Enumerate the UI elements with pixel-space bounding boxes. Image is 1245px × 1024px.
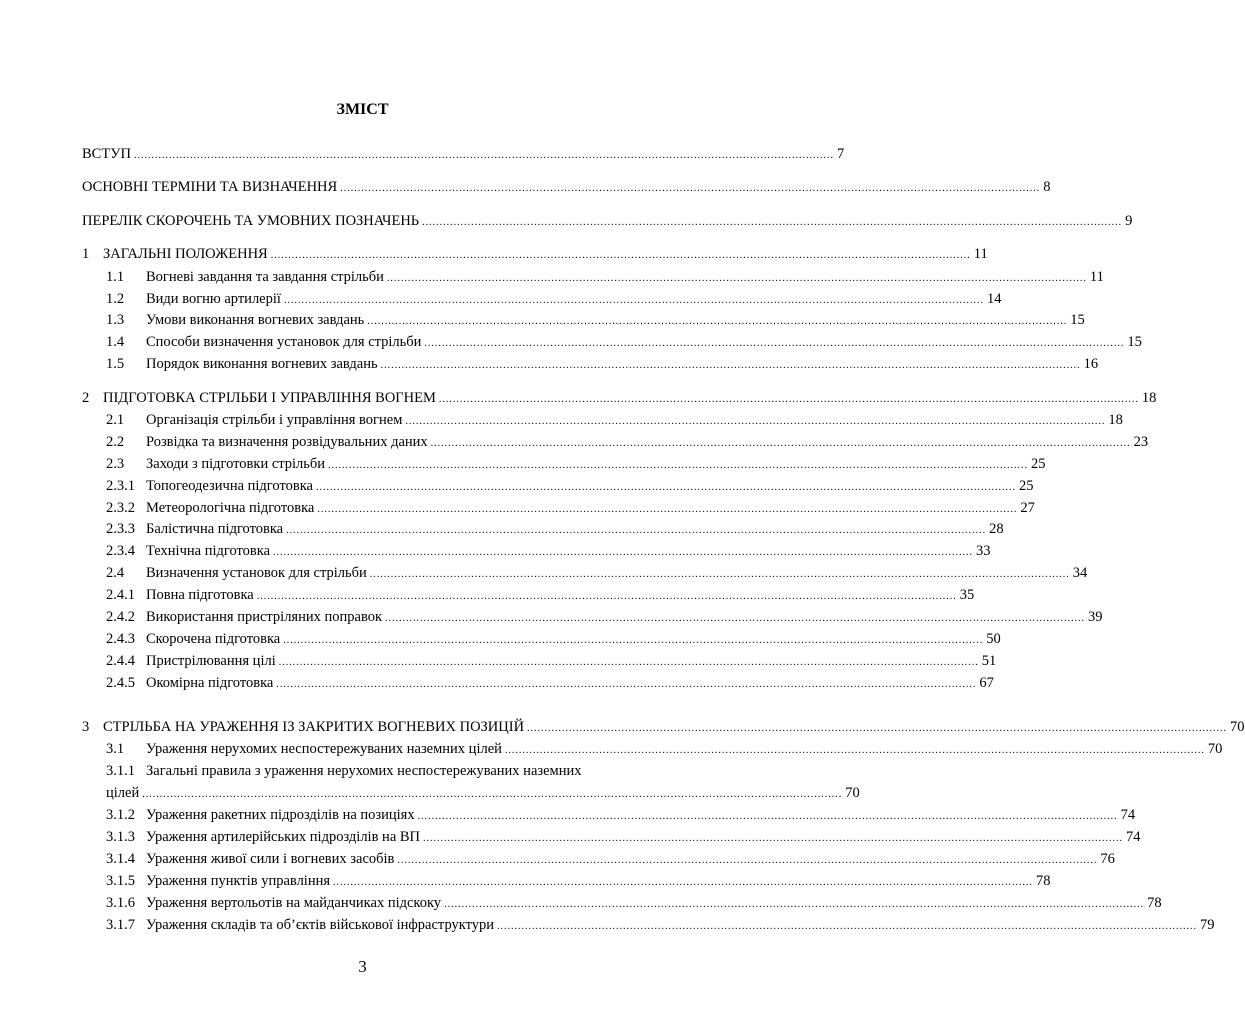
toc-entry bbox=[106, 499, 1035, 519]
toc-leader-dots: ........................................................................................................................................................................................................ bbox=[340, 183, 1041, 194]
toc-number: 2.2 bbox=[106, 434, 125, 450]
toc-entry bbox=[106, 455, 1046, 475]
toc-title[interactable]: Види вогню артилерії bbox=[146, 291, 281, 307]
toc-page-number: 14 bbox=[986, 291, 1002, 307]
toc-page-number: 25 bbox=[1031, 456, 1046, 472]
toc-leader-dots: ........................................................................................................................................................................................................ bbox=[273, 547, 974, 558]
toc-title[interactable]: Умови виконання вогневих завдань bbox=[146, 312, 365, 328]
toc-entry bbox=[106, 652, 997, 672]
toc-title[interactable]: Порядок виконання вогневих завдань bbox=[146, 356, 378, 372]
toc-leader-dots: ........................................................................................................................................................................................................ bbox=[405, 416, 1106, 427]
toc-number: 2.3.2 bbox=[106, 500, 135, 516]
toc-leader-dots: ........................................................................................................................................................................................................ bbox=[424, 338, 1125, 349]
toc-title[interactable]: Скорочена підготовка bbox=[146, 631, 281, 647]
toc-title[interactable]: Ураження нерухомих неспостережуваних наземних цілей bbox=[146, 741, 502, 757]
toc-page-number: 67 bbox=[979, 675, 994, 691]
toc-entry bbox=[106, 828, 1141, 848]
toc-title[interactable]: Ураження артилерійських підрозділів на ВП bbox=[146, 829, 421, 845]
toc-page-number: 78 bbox=[1147, 895, 1162, 911]
toc-number: 3.1.6 bbox=[106, 895, 135, 911]
toc-page-number: 74 bbox=[1120, 807, 1136, 823]
toc-page-number: 9 bbox=[1125, 213, 1133, 229]
toc-number: 1.3 bbox=[106, 312, 125, 328]
toc-title[interactable]: Метеорологічна підготовка bbox=[146, 500, 315, 516]
toc-leader-dots: ........................................................................................................................................................................................................ bbox=[369, 569, 1070, 580]
toc-leader-dots: ........................................................................................................................................................................................................ bbox=[444, 899, 1145, 910]
toc-number: 3.1.1 bbox=[106, 763, 135, 779]
toc-entry bbox=[106, 608, 1103, 628]
toc-title[interactable]: Способи визначення установок для стрільби bbox=[146, 334, 422, 350]
toc-leader-dots: ........................................................................................................................................................................................................ bbox=[317, 504, 1018, 515]
toc-title[interactable]: Пристрілювання цілі bbox=[146, 653, 276, 669]
toc-title[interactable]: ОСНОВНІ ТЕРМІНИ ТА ВИЗНАЧЕННЯ bbox=[82, 179, 338, 195]
toc-leader-dots: ........................................................................................................................................................................................................ bbox=[283, 635, 984, 646]
toc-leader-dots: ........................................................................................................................................................................................................ bbox=[423, 833, 1124, 844]
toc-page-number: 79 bbox=[1200, 917, 1215, 933]
toc-page-number: 70 bbox=[1207, 741, 1223, 757]
toc-leader-dots: ........................................................................................................................................................................................................ bbox=[504, 745, 1205, 756]
toc-leader-dots: ........................................................................................................................................................................................................ bbox=[397, 855, 1098, 866]
page-number: 3 bbox=[358, 957, 367, 976]
toc-entry bbox=[106, 894, 1162, 914]
toc-page-number: 70 bbox=[1230, 719, 1245, 735]
page-title: ЗМІСТ bbox=[336, 101, 389, 118]
toc-number: 3.1.4 bbox=[106, 851, 135, 867]
toc-leader-dots: ........................................................................................................................................................................................................ bbox=[430, 438, 1131, 449]
toc-title[interactable]: СТРІЛЬБА НА УРАЖЕННЯ ІЗ ЗАКРИТИХ ВОГНЕВИХ ПОЗИЦІЙ bbox=[103, 719, 525, 735]
toc-entry bbox=[106, 850, 1115, 870]
toc-entry bbox=[106, 355, 1099, 375]
toc-page-number: 7 bbox=[836, 146, 845, 162]
toc-number: 2.3 bbox=[106, 456, 125, 472]
toc-entry bbox=[82, 212, 1133, 232]
toc-entry bbox=[106, 740, 1223, 760]
toc-leader-dots: ........................................................................................................................................................................................................ bbox=[142, 789, 843, 800]
toc-leader-dots: ........................................................................................................................................................................................................ bbox=[276, 679, 977, 690]
toc-title[interactable]: Загальні правила з ураження нерухомих неспостережуваних наземних bbox=[146, 763, 582, 779]
toc-page-number: 11 bbox=[1089, 269, 1104, 285]
toc-title[interactable]: Ураження живої сили і вогневих засобів bbox=[146, 851, 395, 867]
toc-number: 2.4 bbox=[106, 565, 125, 581]
toc-title[interactable]: Визначення установок для стрільби bbox=[146, 565, 367, 581]
toc-page-number: 33 bbox=[976, 543, 991, 559]
toc-number: 2.3.3 bbox=[106, 521, 135, 537]
toc-number: 2 bbox=[82, 390, 90, 406]
toc-page-number: 15 bbox=[1070, 312, 1085, 328]
toc-entry bbox=[106, 564, 1088, 584]
toc-number: 1.1 bbox=[106, 269, 125, 285]
toc-number: 1.4 bbox=[106, 334, 125, 350]
toc-page-number: 35 bbox=[959, 587, 975, 603]
toc-entry bbox=[106, 477, 1034, 497]
toc-title[interactable]: Ураження пунктів управління bbox=[146, 873, 331, 889]
toc-title[interactable]: Ураження ракетних підрозділів на позиціях bbox=[146, 807, 415, 823]
toc-page-number: 50 bbox=[986, 631, 1001, 647]
toc-number: 2.4.3 bbox=[106, 631, 135, 647]
toc-leader-dots: ........................................................................................................................................................................................................ bbox=[283, 295, 984, 306]
toc-leader-dots: ........................................................................................................................................................................................................ bbox=[422, 217, 1123, 228]
toc-leader-dots: ........................................................................................................................................................................................................ bbox=[386, 273, 1087, 284]
toc-entry bbox=[106, 784, 860, 804]
toc-number: 2.1 bbox=[106, 412, 125, 428]
toc-number: 3.1.7 bbox=[106, 917, 135, 933]
toc-title[interactable]: ПЕРЕЛІК СКОРОЧЕНЬ ТА УМОВНИХ ПОЗНАЧЕНЬ bbox=[82, 213, 420, 229]
toc-entry bbox=[106, 674, 994, 694]
toc-leader-dots: ........................................................................................................................................................................................................ bbox=[527, 723, 1228, 734]
toc-leader-dots: ........................................................................................................................................................................................................ bbox=[333, 877, 1034, 888]
toc-leader-dots: ........................................................................................................................................................................................................ bbox=[315, 482, 1016, 493]
toc-title[interactable]: ЗАГАЛЬНІ ПОЛОЖЕННЯ bbox=[103, 246, 268, 262]
toc-number: 3.1 bbox=[106, 741, 125, 757]
toc-leader-dots: ........................................................................................................................................................................................................ bbox=[417, 811, 1118, 822]
toc-leader-dots: ........................................................................................................................................................................................................ bbox=[497, 921, 1198, 932]
toc-title[interactable]: Розвідка та визначення розвідувальних даних bbox=[146, 434, 428, 450]
toc-page-number: 78 bbox=[1036, 873, 1051, 889]
toc-entry bbox=[106, 290, 1002, 310]
toc-title[interactable]: Технічна підготовка bbox=[146, 543, 271, 559]
toc-entry bbox=[106, 916, 1215, 936]
toc-leader-dots: ........................................................................................................................................................................................................ bbox=[270, 250, 971, 261]
toc-page-number: 28 bbox=[989, 521, 1004, 537]
toc-page-number: 25 bbox=[1018, 478, 1034, 494]
toc-title[interactable]: Топогеодезична підготовка bbox=[146, 478, 313, 494]
toc-number: 1.2 bbox=[106, 291, 125, 307]
toc-page-number: 18 bbox=[1141, 390, 1157, 406]
toc-leader-dots: ........................................................................................................................................................................................................ bbox=[367, 316, 1068, 327]
toc-leader-dots: ........................................................................................................................................................................................................ bbox=[385, 613, 1085, 624]
toc-entry bbox=[106, 542, 991, 562]
toc-page-number: 70 bbox=[845, 785, 860, 801]
toc-page-number: 76 bbox=[1100, 851, 1115, 867]
toc-entry bbox=[106, 520, 1004, 540]
toc-number: 3.1.3 bbox=[106, 829, 135, 845]
toc-number: 1 bbox=[82, 246, 90, 262]
toc-entry bbox=[106, 806, 1136, 826]
toc-number: 1.5 bbox=[106, 356, 125, 372]
toc-entry bbox=[106, 333, 1142, 353]
toc-entry bbox=[82, 718, 1245, 738]
toc-page-number: 18 bbox=[1108, 412, 1123, 428]
toc-page-number: 34 bbox=[1072, 565, 1088, 581]
toc-leader-dots: ........................................................................................................................................................................................................ bbox=[133, 150, 834, 161]
toc-number: 2.4.2 bbox=[106, 609, 135, 625]
toc-entry bbox=[82, 245, 988, 265]
toc-entry bbox=[82, 145, 845, 165]
toc-leader-dots: ........................................................................................................................................................................................................ bbox=[328, 460, 1029, 471]
toc-entry bbox=[106, 411, 1123, 431]
toc-entry bbox=[106, 311, 1085, 331]
toc-entry bbox=[82, 178, 1051, 198]
toc-page-number: 11 bbox=[973, 246, 988, 262]
toc-title[interactable]: Використання пристріляних поправок bbox=[146, 609, 382, 625]
toc-leader-dots: ........................................................................................................................................................................................................ bbox=[438, 394, 1139, 405]
toc-entry bbox=[106, 586, 975, 606]
toc-title[interactable]: ПІДГОТОВКА СТРІЛЬБИ І УПРАВЛІННЯ ВОГНЕМ bbox=[103, 390, 436, 406]
toc-entry bbox=[106, 630, 1001, 650]
toc-title[interactable]: Заходи з підготовки стрільби bbox=[146, 456, 326, 472]
toc-number: 3 bbox=[82, 719, 90, 735]
toc-title[interactable]: Балістична підготовка bbox=[146, 521, 284, 537]
toc-leader-dots: ........................................................................................................................................................................................................ bbox=[286, 525, 987, 536]
toc-page-number: 39 bbox=[1088, 609, 1103, 625]
toc-title[interactable]: Повна підготовка bbox=[146, 587, 254, 603]
toc-number: 2.3.4 bbox=[106, 543, 135, 559]
toc-page-number: 51 bbox=[981, 653, 997, 669]
toc-number: 2.4.1 bbox=[106, 587, 135, 603]
toc-title[interactable]: Організація стрільби і управління вогнем bbox=[146, 412, 403, 428]
toc-title[interactable]: ВСТУП bbox=[82, 146, 131, 162]
toc-title[interactable]: Вогневі завдання та завдання стрільби bbox=[146, 269, 384, 285]
toc-number: 3.1.2 bbox=[106, 807, 135, 823]
toc-page-number: 8 bbox=[1043, 179, 1051, 195]
toc-leader-dots: ........................................................................................................................................................................................................ bbox=[256, 591, 957, 602]
toc-entry bbox=[82, 389, 1157, 409]
toc-entry bbox=[106, 433, 1149, 453]
toc-entry bbox=[106, 872, 1051, 892]
toc-title[interactable]: Ураження складів та об’єктів військової інфраструктури bbox=[146, 917, 495, 933]
toc-title[interactable]: Ураження вертольотів на майданчиках підскоку bbox=[146, 895, 442, 911]
toc-page-number: 74 bbox=[1126, 829, 1141, 845]
toc-page-number: 16 bbox=[1083, 356, 1099, 372]
toc-leader-dots: ........................................................................................................................................................................................................ bbox=[380, 360, 1081, 371]
toc-number: 3.1.5 bbox=[106, 873, 135, 889]
toc-title[interactable]: Окомірна підготовка bbox=[146, 675, 274, 691]
toc-title[interactable]: цілей bbox=[106, 785, 140, 801]
toc-leader-dots: ........................................................................................................................................................................................................ bbox=[278, 657, 979, 668]
toc-page-number: 15 bbox=[1127, 334, 1142, 350]
toc-number: 2.4.4 bbox=[106, 653, 135, 669]
toc-number: 2.3.1 bbox=[106, 478, 135, 494]
toc-number: 2.4.5 bbox=[106, 675, 135, 691]
toc-page-number: 27 bbox=[1020, 500, 1035, 516]
toc-entry bbox=[106, 762, 642, 780]
toc-page-number: 23 bbox=[1133, 434, 1149, 450]
toc-entry bbox=[106, 268, 1104, 288]
